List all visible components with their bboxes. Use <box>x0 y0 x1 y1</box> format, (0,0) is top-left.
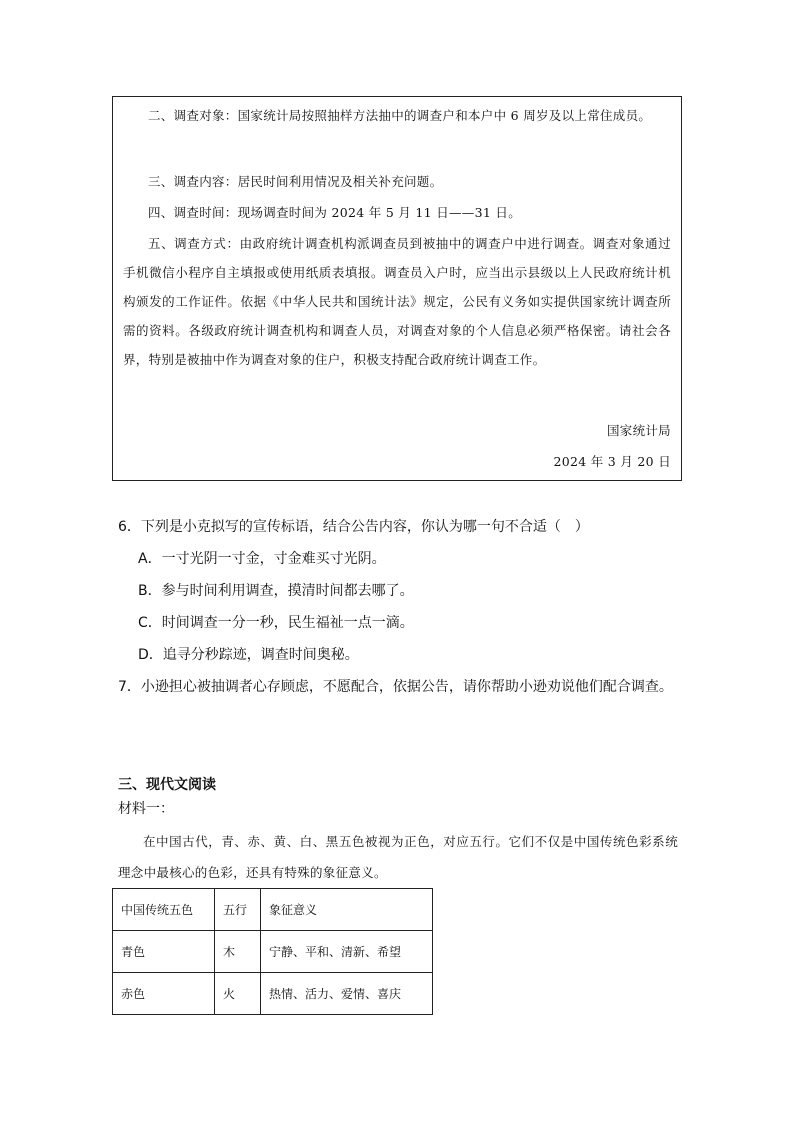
question-7-stem: 7．小逊担心被抽调者心存顾虑，不愿配合，依据公告，请你帮助小逊劝说他们配合调查。 <box>118 679 673 695</box>
table-cell: 赤色 <box>113 973 215 1015</box>
table-cell: 木 <box>215 931 261 973</box>
notice-date: 2024 年 3 月 20 日 <box>553 454 671 469</box>
question-6-option-a: A．一寸光阴一寸金，寸金难买寸光阴。 <box>138 551 386 567</box>
question-6-stem: 6．下列是小克拟写的宣传标语，结合公告内容，你认为哪一句不合适（ ） <box>118 519 589 535</box>
section-title: 三、现代文阅读 <box>118 777 216 793</box>
five-colors-table <box>112 888 433 1015</box>
notice-item-4: 四、调查时间：现场调查时间为 2024 年 5 月 11 日——31 日。 <box>148 205 521 220</box>
notice-box <box>112 96 682 481</box>
question-6-option-d: D．追寻分秒踪迹，调查时间奥秘。 <box>138 647 359 663</box>
table-header-cell: 中国传统五色 <box>113 889 215 931</box>
question-6-option-c: C．时间调查一分一秒，民生福祉一点一滴。 <box>138 615 414 631</box>
notice-item-5: 五、调查方式：由政府统计调查机构派调查员到被抽中的调查户中进行调查。调查对象通过手机微信小程序自主填报或使用纸质表填报。调查员入户时，应当出示县级以上人民政府统计机构颁发的工作证件。依据《中华人民共和国统计法》规定，公民有义务如实提供国家统计调查所需的资料。各级政府统计调查机构和调查人员，对调查对象的个人信息必须严格保密。请社会各界，特别是被抽中作为调查对象的住户，积极支持配合政府统计调查工作。 <box>123 236 671 367</box>
table-cell: 热情、活力、爱情、喜庆 <box>261 973 433 1015</box>
table-row <box>113 973 433 1015</box>
table-cell: 宁静、平和、清新、希望 <box>261 931 433 973</box>
table-cell: 火 <box>215 973 261 1015</box>
notice-item-2: 二、调查对象：国家统计局按照抽样方法抽中的调查户和本户中 6 周岁及以上常住成员。 <box>148 108 652 123</box>
material-label: 材料一： <box>118 801 174 817</box>
table-header-cell: 象征意义 <box>261 889 433 931</box>
table-header-row <box>113 889 433 931</box>
table-row <box>113 931 433 973</box>
notice-signature: 国家统计局 <box>606 423 671 438</box>
table-cell: 青色 <box>113 931 215 973</box>
notice-item-3: 三、调查内容：居民时间利用情况及相关补充问题。 <box>148 174 443 189</box>
table-header-cell: 五行 <box>215 889 261 931</box>
question-6-option-b: B．参与时间利用调查，摸清时间都去哪了。 <box>138 583 414 599</box>
material-text: 在中国古代，青、赤、黄、白、黑五色被视为正色，对应五行。它们不仅是中国传统色彩系统理念中最核心的色彩，还具有特殊的象征意义。 <box>118 834 678 880</box>
